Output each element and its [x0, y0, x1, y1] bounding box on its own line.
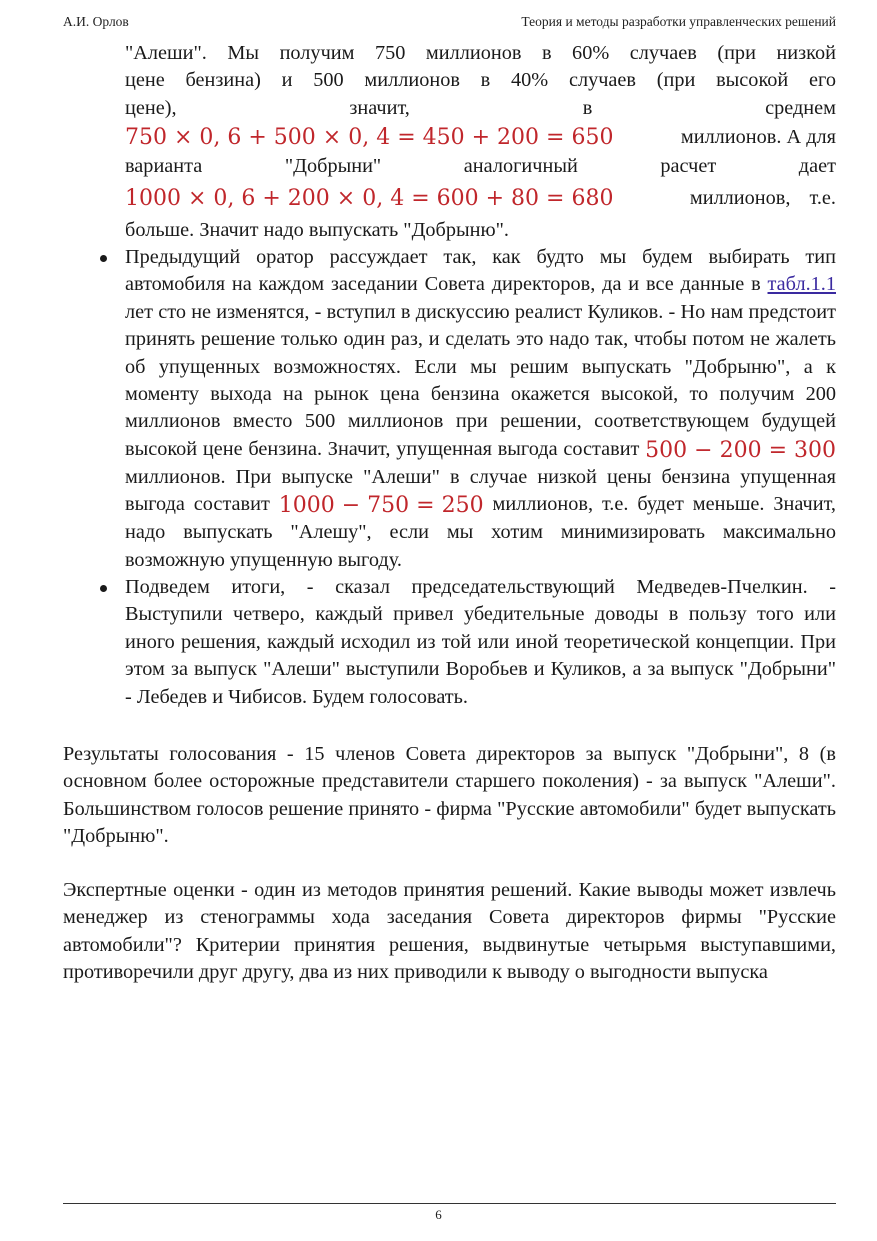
bullet-kulikov — [125, 244, 836, 574]
text-line: цене), значит, в среднем — [125, 96, 836, 119]
bullet-text: Предыдущий оратор рассуждает так, как будто мы будем выбирать тип автомобиля на каждом заседании Совета директоров, да и все данные в — [125, 245, 836, 296]
formula-expected-alesha: 750 × 0, 6 + 500 × 0, 4 = 450 + 200 = 650 — [125, 125, 614, 151]
table-link[interactable]: табл.1.1 — [767, 273, 836, 296]
text-line: "Алеши". Мы получим 750 миллионов в 60% случаев (при низкой — [125, 42, 836, 64]
bullet-text: лет сто не изменятся, - вступил в дискуссию реалист Куликов. - Но нам предстоит принять решение только один раз, и сделать это надо так, чтобы потом не жалеть об упущенных возможностях. Если мы решим выпускать "Добрыню", а к моменту выхода на рынок цена бензина окажется высокой, то получим 200 миллионов вместо 500 миллионов при решении, соответствующем будущей высокой цене бензина. Значит, упущенная выгода составит — [125, 300, 836, 460]
paragraph-expert-estimates: Экспертные оценки - один из методов принятия решений. Какие выводы может извлечь менеджер из стенограммы хода заседания Совета директоров фирмы "Русские автомобили"? Критерии принятия решения, выдвинутые четырьмя выступавшими, противоречили друг другу, два из них приводили к выводу о выгодности выпуска — [63, 878, 836, 983]
footer-divider — [63, 1203, 836, 1204]
text-fragment: миллионов. А для — [680, 125, 836, 148]
bullet-medvedev — [125, 574, 836, 711]
bullet-text: миллионов. При выпуске "Алеши" в случае низкой цены бензина упущенная выгода составит — [125, 465, 836, 516]
header-title: Теория и методы разработки управленческих решений — [521, 14, 836, 29]
text-fragment: миллионов, т.е. — [689, 186, 836, 209]
formula-expected-dobrynya: 1000 × 0, 6 + 200 × 0, 4 = 600 + 80 = 680 — [125, 186, 614, 212]
formula-regret-dobrynya: 500 − 200 = 300 — [645, 437, 836, 463]
header-author: А.И. Орлов — [63, 14, 129, 29]
text-line: варианта "Добрыни" аналогичный расчет дает — [125, 155, 836, 178]
bullet-text: миллионов, т.е. будет меньше. Значит, надо выпускать "Алешу", если мы хотим минимизировать максимально возможную упущенную выгоду. — [125, 493, 836, 571]
formula-regret-alesha: 1000 − 750 = 250 — [278, 493, 484, 519]
paragraph-voting-results: Результаты голосования - 15 членов Совета директоров за выпуск "Добрыни", 8 (в основном более осторожные представители старшего поколения) - за выпуск "Алеши". Большинством голосов решение принято - фирма "Русские автомобили" будет выпускать "Добрыню". — [63, 743, 836, 848]
page-number: 6 — [435, 1207, 442, 1222]
document-body — [63, 40, 836, 986]
formula-line — [125, 122, 836, 153]
text-line: больше. Значит надо выпускать "Добрыню". — [125, 218, 509, 241]
bullet-text: Подведем итоги, - сказал председательствующий Медведев-Пчелкин. - Выступили четверо, каждый привел убедительные доводы в пользу того или иного решения, каждый исходил из той или иной теоретической концепции. При этом за выпуск "Алеши" выступили Воробьев и Куликов, а за выпуск "Добрыни" - Лебедев и Чибисов. Будем голосовать. — [125, 576, 836, 708]
text-line: цене бензина) и 500 миллионов в 40% случаев (при высокой его — [125, 69, 836, 92]
formula-line — [125, 181, 836, 217]
page-header — [63, 14, 836, 34]
continued-bullet-text — [125, 40, 836, 244]
